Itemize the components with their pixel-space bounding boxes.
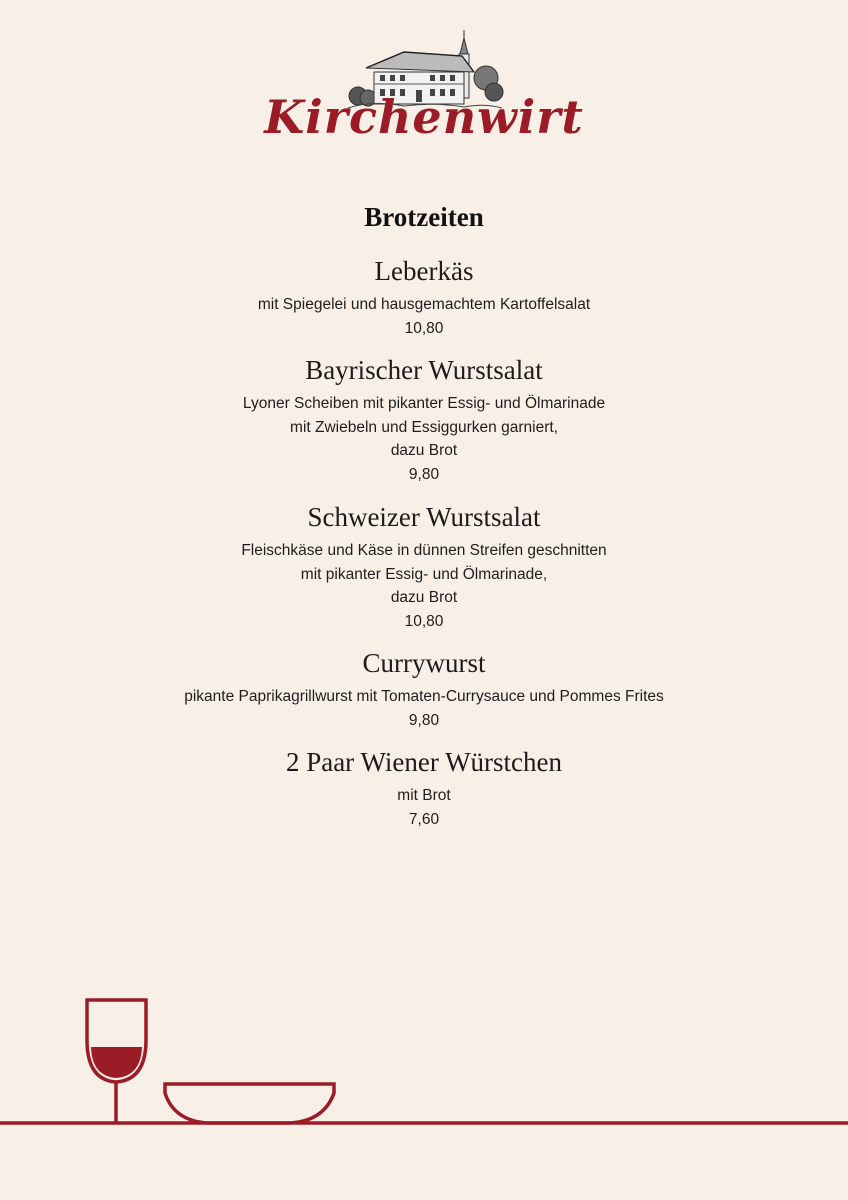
menu-item-description: mit Brot	[397, 787, 451, 804]
menu-item-description: dazu Brot	[390, 442, 458, 459]
menu-item-price: 10,80	[404, 612, 444, 630]
menu-item-name: Leberkäs	[374, 256, 474, 286]
menu-item-description: Lyoner Scheiben mit pikanter Essig- und Ölmarinade	[242, 395, 606, 412]
menu-item	[0, 353, 848, 486]
menu-item-price: 7,60	[408, 810, 440, 828]
section-title: Brotzeiten	[364, 202, 484, 232]
bowl-icon	[165, 1084, 334, 1123]
menu-item-name: Bayrischer Wurstsalat	[305, 355, 543, 385]
logo-wordmark: Kirchenwirt	[264, 90, 584, 144]
menu-item-name: Currywurst	[362, 648, 486, 678]
menu-item-price: 10,80	[404, 319, 444, 337]
menu-item	[0, 500, 848, 633]
menu-item	[0, 254, 848, 340]
menu-item-name: Schweizer Wurstsalat	[307, 502, 541, 532]
menu-item-description: dazu Brot	[390, 589, 458, 606]
table-setting-decoration	[0, 990, 848, 1130]
menu-item	[0, 745, 848, 831]
menu-item-description: mit pikanter Essig- und Ölmarinade,	[300, 565, 548, 583]
menu-item-description: pikante Paprikagrillwurst mit Tomaten-Currysauce und Pommes Frites	[184, 688, 664, 705]
menu-item-name: 2 Paar Wiener Würstchen	[285, 747, 563, 777]
menu-item-description: mit Zwiebeln und Essiggurken garniert,	[290, 418, 558, 436]
wine-glass-icon	[87, 1000, 146, 1123]
menu-item-description: Fleischkäse und Käse in dünnen Streifen geschnitten	[241, 542, 607, 559]
menu-item-price: 9,80	[408, 465, 440, 483]
menu-item	[0, 646, 848, 732]
menu-item-description: mit Spiegelei und hausgemachtem Kartoffelsalat	[257, 296, 591, 313]
menu-item-price: 9,80	[408, 711, 440, 729]
